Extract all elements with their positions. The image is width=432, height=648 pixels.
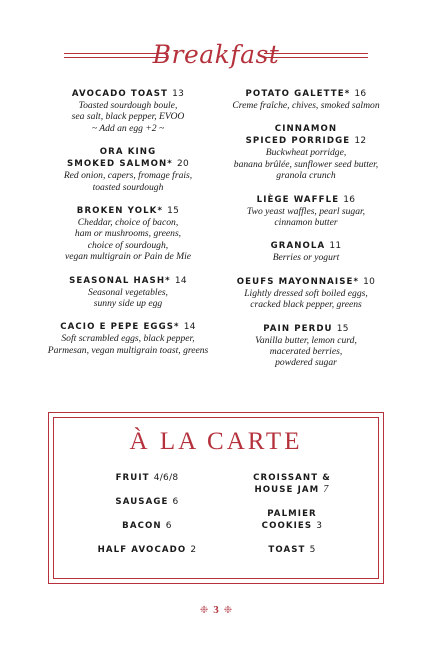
item-price: 6 xyxy=(165,521,172,531)
item-name: CACIO E PEPE EGGS* 14 xyxy=(60,322,196,333)
breakfast-column-right xyxy=(218,88,394,381)
item-name: SEASONAL HASH* 14 xyxy=(69,275,187,286)
item-name: AVOCADO TOAST 13 xyxy=(71,89,185,99)
item-price: 5 xyxy=(309,545,316,555)
item-price: 7 xyxy=(323,484,330,495)
item-name: BROKEN YOLK* 15 xyxy=(76,206,180,217)
item-price: 13 xyxy=(172,89,185,99)
page-number: 3 xyxy=(213,604,219,616)
a-la-carte-column-right xyxy=(222,472,362,556)
item-price: 20 xyxy=(177,159,190,170)
item-description: Cheddar, choice of bacon, ham or mushrooms, greens, choice of sourdough, vegan multigrain or Pain de Mie xyxy=(64,217,192,263)
item-description: Creme fraîche, chives, smoked salmon xyxy=(232,100,380,111)
item-description: Soft scrambled eggs, black pepper, Parmesan, vegan multigrain toast, greens xyxy=(47,333,209,356)
menu-item xyxy=(42,321,214,356)
item-price: 10 xyxy=(363,276,376,287)
a-la-carte-item: SAUSAGE 6 xyxy=(115,497,179,507)
item-name: LIÈGE WAFFLE 16 xyxy=(256,194,356,205)
a-la-carte-item: TOAST 5 xyxy=(268,545,316,555)
item-name: GRANOLA 11 xyxy=(270,241,342,252)
a-la-carte-column-left xyxy=(72,472,222,568)
item-price: 15 xyxy=(336,323,349,334)
menu-item xyxy=(218,240,394,263)
item-price: 12 xyxy=(354,136,367,147)
menu-item xyxy=(42,146,214,193)
page-header xyxy=(0,40,432,76)
item-price: 4/6/8 xyxy=(153,473,179,483)
item-description: Two yeast waffles, pearl sugar, cinnamon butter xyxy=(246,205,366,229)
item-description: Red onion, capers, fromage frais, toasted sourdough xyxy=(63,170,193,193)
item-price: 14 xyxy=(183,322,196,333)
item-price: 14 xyxy=(174,275,187,286)
a-la-carte-item: PALMIER COOKIES 3 xyxy=(261,509,323,531)
item-price: 2 xyxy=(190,545,197,555)
item-description: Berries or yogurt xyxy=(272,252,340,264)
item-price: 16 xyxy=(343,194,356,205)
menu-item xyxy=(42,205,214,263)
section-title-a-la-carte: À LA CARTE xyxy=(129,428,303,455)
item-price: 11 xyxy=(329,241,342,252)
item-price: 6 xyxy=(172,497,179,507)
menu-item xyxy=(218,323,394,369)
flower-ornament-icon: ❉ xyxy=(199,605,209,616)
a-la-carte-item: HALF AVOCADO 2 xyxy=(97,545,197,555)
page-footer xyxy=(0,600,432,618)
flower-ornament-icon: ❉ xyxy=(223,605,233,616)
item-description: Lightly dressed soft boiled eggs, cracked black pepper, greens xyxy=(244,287,368,311)
item-description: Vanilla butter, lemon curd, macerated berries, powdered sugar xyxy=(255,334,357,369)
menu-item xyxy=(218,276,394,311)
breakfast-column-left xyxy=(42,88,214,368)
item-name: ORA KING SMOKED SALMON* 20 xyxy=(66,147,190,170)
item-price: 16 xyxy=(354,89,367,99)
item-price: 15 xyxy=(167,206,180,217)
item-description: Toasted sourdough boule, sea salt, black pepper, EVOO ~ Add an egg +2 ~ xyxy=(71,100,185,134)
menu-item xyxy=(218,123,394,181)
item-name: OEUFS MAYONNAISE* 10 xyxy=(236,276,376,287)
a-la-carte-item: CROISSANT & HOUSE JAM 7 xyxy=(253,473,331,495)
item-price: 3 xyxy=(316,521,323,531)
item-name: CINNAMON SPICED PORRIDGE 12 xyxy=(245,124,367,147)
item-description: Buckwheat porridge, banana brûlée, sunflower seed butter, granola crunch xyxy=(233,147,379,182)
item-name: PAIN PERDU 15 xyxy=(263,323,349,334)
section-title-breakfast: Breakfast xyxy=(152,40,280,69)
menu-item xyxy=(42,275,214,310)
item-name: POTATO GALETTE* 16 xyxy=(245,89,367,99)
menu-item xyxy=(218,88,394,111)
a-la-carte-item: BACON 6 xyxy=(122,521,172,531)
menu-item xyxy=(218,194,394,229)
item-description: Seasonal vegetables, sunny side up egg xyxy=(88,286,168,310)
a-la-carte-item: FRUIT 4/6/8 xyxy=(115,473,179,483)
menu-item xyxy=(42,88,214,134)
